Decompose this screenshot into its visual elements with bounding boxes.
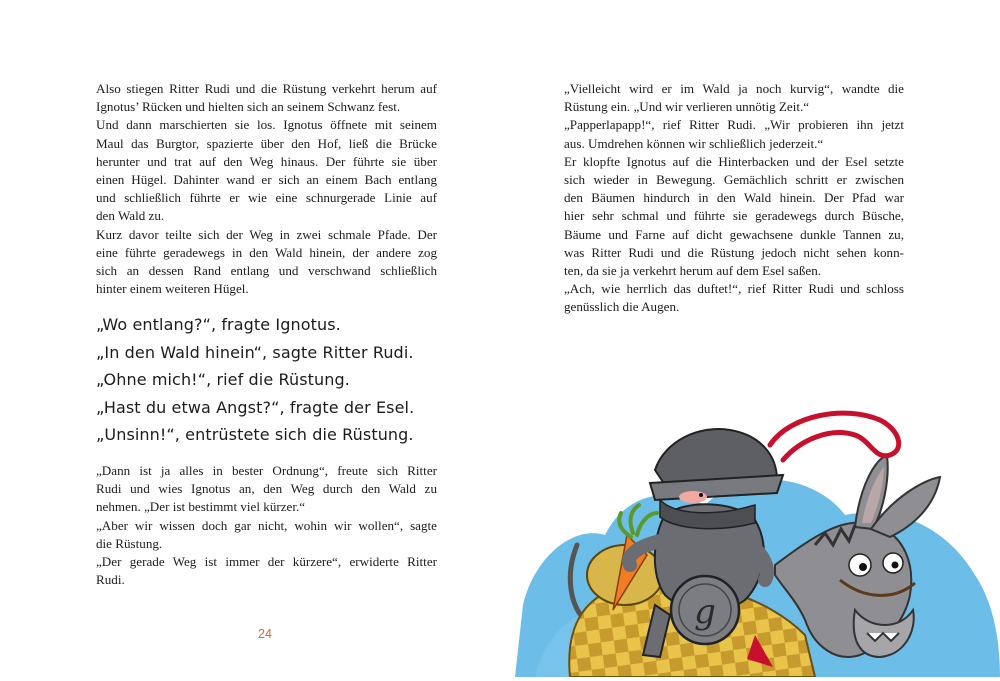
text-line: den Bäumen hindurch in den Wald hinein. Der Pfad war bbox=[564, 190, 904, 206]
text-line: genüsslich die Augen. bbox=[564, 299, 680, 315]
text-line: eine führte geradewegs in den Wald hinein, der andere zog bbox=[96, 244, 437, 260]
text-line: Und dann marschierten sie los. Ignotus öffnete mit seinem bbox=[96, 117, 437, 133]
text-line: sich wieder in Bewegung. Gemächlich schritt er zwischen bbox=[564, 172, 904, 188]
dialogue-line: „Hast du etwa Angst?“, fragte der Esel. bbox=[96, 397, 415, 417]
dialogue-line: „Wo entlang?“, fragte Ignotus. bbox=[96, 315, 341, 334]
text-line: „Dann ist ja alles in bester Ordnung“, freute sich Ritter bbox=[96, 463, 437, 478]
text-line: Rüstung ein. „Und wir verlieren unnötig Zeit.“ bbox=[564, 99, 810, 115]
shield-letter: g bbox=[694, 592, 716, 632]
text-line: „Vielleicht wird er im Wald ja noch kurvig“, wandte die bbox=[564, 81, 904, 96]
text-line: Bäume und Farne auf dicht gewachsene dunkle Tannen zu, bbox=[564, 226, 904, 242]
text-line: hinter einem weiteren Hügel. bbox=[96, 281, 249, 297]
text-line: einen Hügel. Dahinter wand er sich an einem Bach entlang bbox=[96, 172, 437, 188]
text-line: „Papperlapapp!“, rief Ritter Rudi. „Wir probieren ihn jetzt bbox=[564, 117, 904, 133]
text-line: Also stiegen Ritter Rudi und die Rüstung verkehrt herum auf bbox=[96, 81, 437, 96]
text-line: die Rüstung. bbox=[96, 535, 163, 551]
page-number: 24 bbox=[258, 627, 272, 641]
knight-donkey-illustration bbox=[515, 405, 1000, 677]
text-line: Rudi und wies Ignotus an, den Weg durch den Wald zu bbox=[96, 481, 437, 497]
dialogue-line: „In den Wald hinein“, sagte Ritter Rudi. bbox=[96, 342, 414, 362]
red-plume bbox=[770, 413, 899, 460]
text-line: Rudi. bbox=[96, 572, 125, 588]
text-line: „Ach, wie herrlich das duftet!“, rief Ritter Rudi und schloss bbox=[564, 281, 904, 297]
text-line: ten, da sie ja verkehrt herum auf dem Esel saßen. bbox=[564, 263, 822, 279]
dialogue-block bbox=[96, 311, 414, 449]
text-line: und schließlich führte er wie eine schnurgerade Linie auf bbox=[96, 190, 437, 206]
left-paragraph-2 bbox=[96, 462, 437, 589]
text-line: „Der gerade Weg ist immer der kürzere“, erwiderte Ritter bbox=[96, 554, 437, 570]
text-line: was Ritter Rudi und die Rüstung jedoch nicht sehen konn- bbox=[564, 244, 904, 260]
left-paragraph-1 bbox=[96, 80, 437, 298]
left-page bbox=[0, 0, 500, 677]
dialogue-line: „Ohne mich!“, rief die Rüstung. bbox=[96, 370, 350, 389]
text-line: aus. Umdrehen können wir schließlich jederzeit.“ bbox=[564, 135, 824, 151]
text-line: „Aber wir wissen doch gar nicht, wohin wir wollen“, sagte bbox=[96, 517, 437, 533]
text-line: Kurz davor teilte sich der Weg in zwei schmale Pfade. Der bbox=[96, 226, 437, 242]
text-line: herunter und trat auf den Weg hinaus. Der führte sie über bbox=[96, 153, 437, 169]
text-line: nehmen. „Der ist bestimmt viel kürzer.“ bbox=[96, 499, 306, 515]
text-line: Er klopfte Ignotus auf die Hinterbacken und der Esel setzte bbox=[564, 153, 904, 169]
text-line: hier sehr schmal und führte sie geradewegs durch Büsche, bbox=[564, 208, 904, 224]
text-line: Maul das Burgtor, spazierte über den Hof, ließ die Brücke bbox=[96, 135, 437, 151]
text-line: Ignotus’ Rücken und hielten sich an seinem Schwanz fest. bbox=[96, 99, 401, 115]
text-line: sich an dessen Rand entlang und verschwand schließlich bbox=[96, 263, 437, 279]
text-line: den Wald zu. bbox=[96, 208, 165, 224]
right-paragraph-1 bbox=[564, 80, 904, 317]
dialogue-line: „Unsinn!“, entrüstete sich die Rüstung. bbox=[96, 425, 414, 444]
